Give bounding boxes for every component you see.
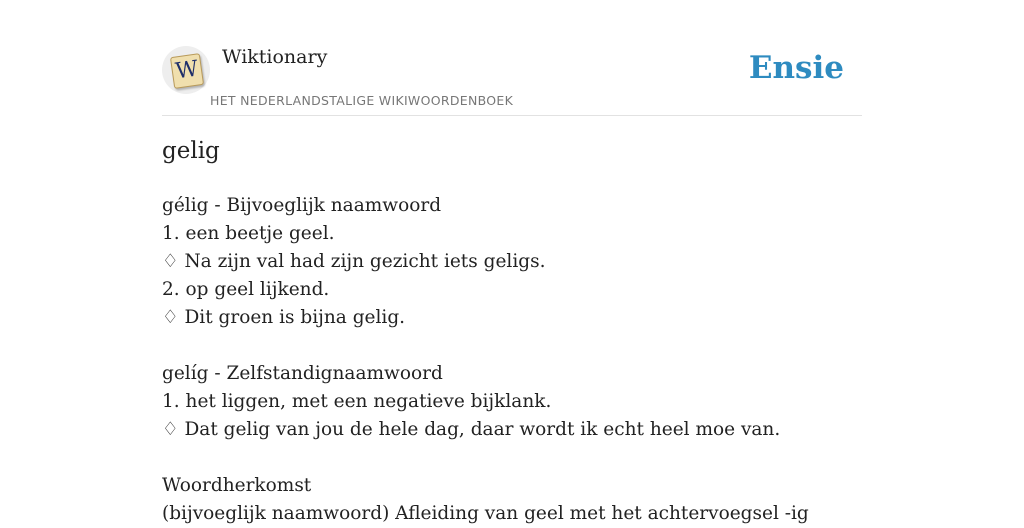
site-header [162,40,862,116]
entries [162,192,862,528]
definition-line: 1. het liggen, met een negatieve bijklank. [162,391,552,412]
example-line: ♢ Dat gelig van jou de hele dag, daar wordt ik echt heel moe van. [162,419,781,440]
entry-etymology [162,472,862,528]
entry-noun [162,360,862,444]
example-line: ♢ Dit groen is bijna gelig. [162,307,406,328]
entry-heading: gélig - Bijvoeglijk naamwoord [162,195,442,216]
entry-heading: gelíg - Zelfstandignaamwoord [162,363,443,384]
example-line: ♢ Na zijn val had zijn gezicht iets geligs. [162,251,546,272]
spacer [162,444,862,472]
etymology-line: (bijvoeglijk naamwoord) Afleiding van geel met het achtervoegsel -ig [162,503,809,524]
entry-adjective [162,192,862,332]
page-title: gelig [162,138,220,164]
logo-tile: W [170,53,204,89]
ensie-brand-link[interactable]: Ensie [748,50,844,86]
definition-line: 2. op geel lijkend. [162,279,330,300]
wiktionary-logo-icon[interactable] [162,46,210,94]
definition-line: 1. een beetje geel. [162,223,335,244]
site-subtitle: HET NEDERLANDSTALIGE WIKIWOORDENBOEK [210,93,514,108]
entry-heading: Woordherkomst [162,475,312,496]
spacer [162,332,862,360]
site-title[interactable]: Wiktionary [222,46,328,68]
